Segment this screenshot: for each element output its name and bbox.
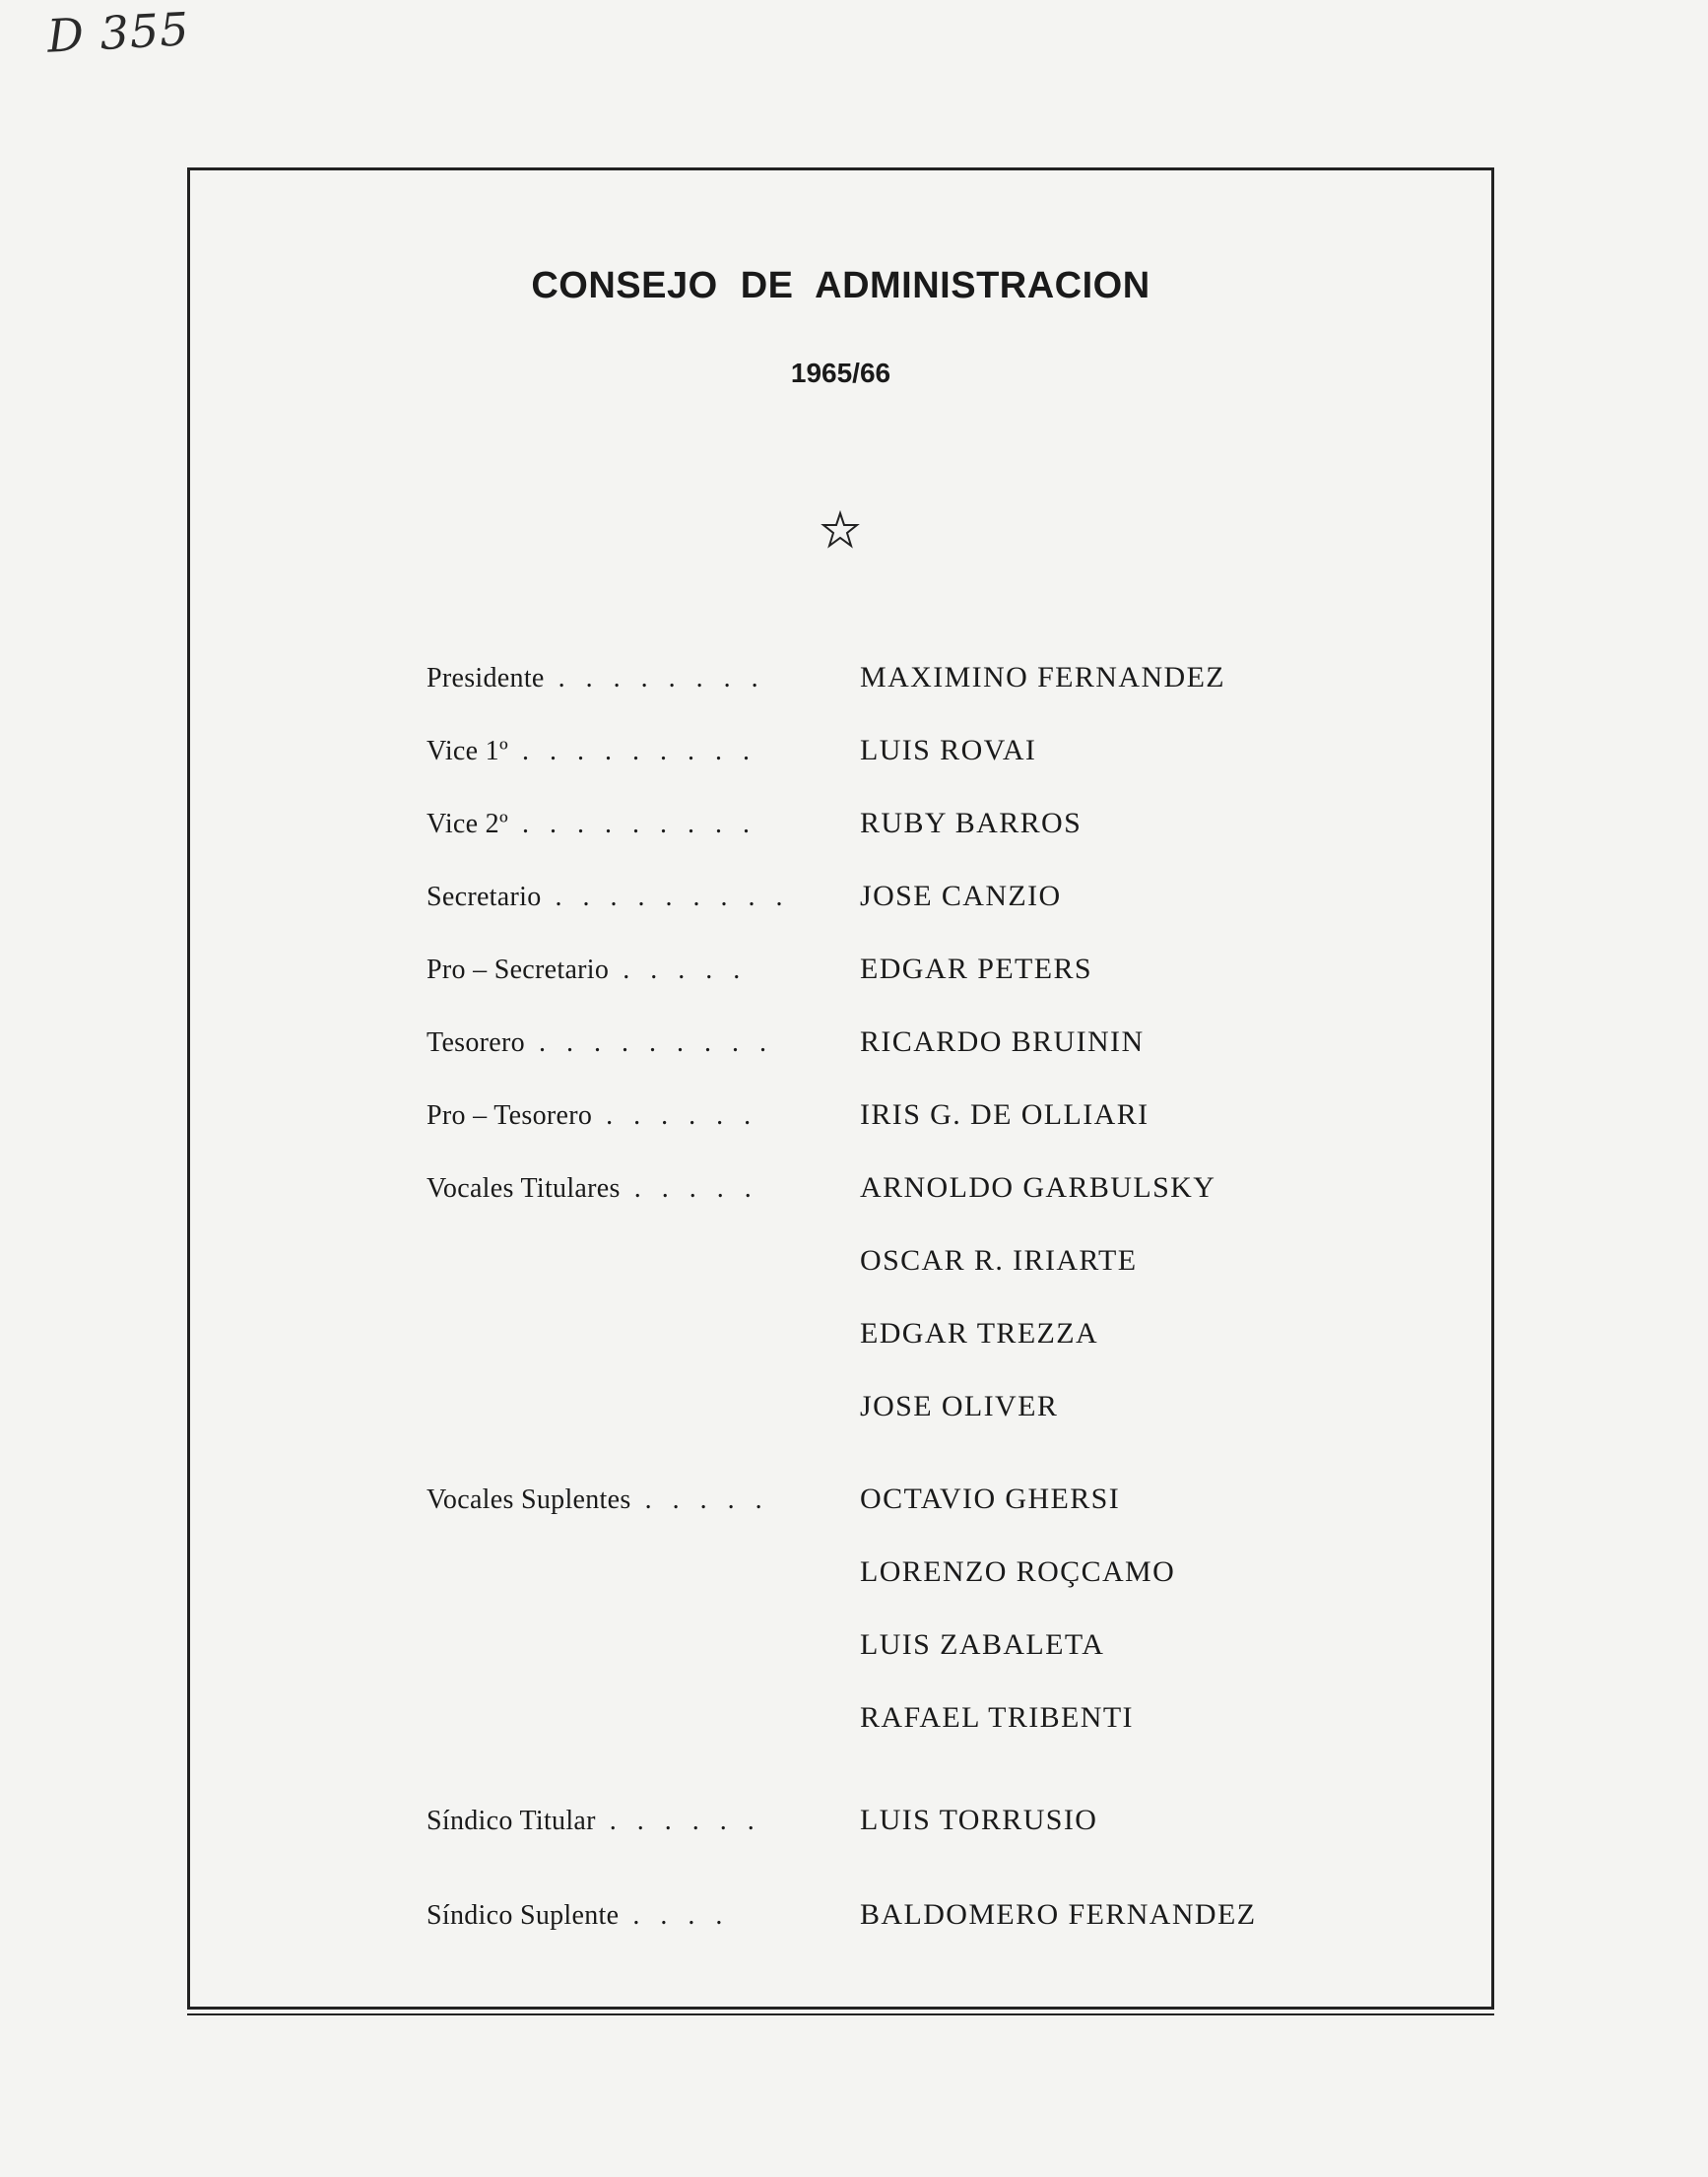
- leader-dots: . . . . . .: [592, 1100, 758, 1131]
- member-row: [427, 1703, 1412, 1752]
- member-role: [427, 1100, 830, 1132]
- role-label: Síndico Suplente: [427, 1900, 620, 1931]
- member-role: [427, 663, 830, 694]
- member-row: [427, 1392, 1412, 1441]
- leader-dots: . . . . .: [620, 1173, 758, 1204]
- member-role: [427, 809, 830, 840]
- member-name: LUIS TORRUSIO: [860, 1804, 1098, 1836]
- member-role: [427, 1484, 830, 1516]
- member-name: RICARDO BRUININ: [860, 1025, 1145, 1058]
- leader-dots: . . . . . . . . .: [507, 736, 756, 766]
- leader-dots: . . . .: [619, 1900, 730, 1931]
- member-role: [427, 736, 830, 767]
- member-name: LUIS ROVAI: [860, 734, 1037, 766]
- member-name: ARNOLDO GARBULSKY: [860, 1171, 1216, 1204]
- member-row: [427, 1246, 1412, 1295]
- member-row: [427, 1100, 1412, 1150]
- member-role: [427, 955, 830, 986]
- role-label: Pro – Secretario: [427, 955, 610, 985]
- role-label: Vice 1º: [427, 736, 508, 766]
- archive-mark: D 355: [45, 2, 191, 63]
- member-name: LUIS ZABALETA: [860, 1628, 1105, 1661]
- member-row: [427, 1806, 1412, 1855]
- member-role: [427, 882, 830, 913]
- leader-dots: . . . . . . . .: [544, 663, 765, 693]
- member-role: [427, 1900, 830, 1932]
- member-row: [427, 1319, 1412, 1368]
- leader-dots: . . . . .: [609, 955, 748, 985]
- role-label: Presidente: [427, 663, 545, 693]
- member-name: EDGAR TREZZA: [860, 1317, 1099, 1350]
- role-label: Tesorero: [427, 1027, 525, 1058]
- member-row: [427, 1557, 1412, 1607]
- member-role: [427, 1173, 830, 1205]
- member-name: MAXIMINO FERNANDEZ: [860, 661, 1226, 693]
- leader-dots: . . . . . . . . .: [524, 1027, 773, 1058]
- member-name: OSCAR R. IRIARTE: [860, 1244, 1138, 1277]
- member-name: LORENZO ROÇCAMO: [860, 1555, 1176, 1588]
- member-name: JOSE OLIVER: [860, 1390, 1059, 1422]
- role-label: Vocales Titulares: [427, 1173, 621, 1204]
- member-name: JOSE CANZIO: [860, 880, 1062, 912]
- page-title: CONSEJO DE ADMINISTRACION: [531, 265, 1150, 306]
- role-label: Pro – Tesorero: [427, 1100, 593, 1131]
- member-row: [427, 955, 1412, 1004]
- member-row: [427, 736, 1412, 785]
- role-label: Secretario: [427, 882, 542, 912]
- leader-dots: . . . . . . . . .: [541, 882, 790, 912]
- member-role: [427, 1027, 830, 1059]
- member-row: [427, 1484, 1412, 1534]
- member-row: [427, 1027, 1412, 1077]
- member-row: [427, 809, 1412, 858]
- member-row: [427, 1173, 1412, 1222]
- role-label: Vice 2º: [427, 809, 508, 839]
- leader-dots: . . . . . .: [595, 1806, 761, 1836]
- role-label: Síndico Titular: [427, 1806, 596, 1836]
- leader-dots: . . . . . . . . .: [507, 809, 756, 839]
- member-name: OCTAVIO GHERSI: [860, 1483, 1121, 1515]
- member-row: [427, 1900, 1412, 1949]
- member-name: RAFAEL TRIBENTI: [860, 1701, 1134, 1734]
- member-role: [427, 1806, 830, 1837]
- leader-dots: . . . . .: [630, 1484, 769, 1515]
- member-row: [427, 1630, 1412, 1680]
- member-name: IRIS G. DE OLLIARI: [860, 1098, 1150, 1131]
- document-frame: [187, 167, 1494, 2010]
- star-icon: [821, 510, 860, 550]
- member-name: RUBY BARROS: [860, 807, 1083, 839]
- role-label: Vocales Suplentes: [427, 1484, 631, 1515]
- member-name: EDGAR PETERS: [860, 953, 1092, 985]
- period-label: 1965/66: [790, 358, 891, 388]
- member-row: [427, 882, 1412, 931]
- member-row: [427, 663, 1412, 712]
- member-name: BALDOMERO FERNANDEZ: [860, 1898, 1257, 1931]
